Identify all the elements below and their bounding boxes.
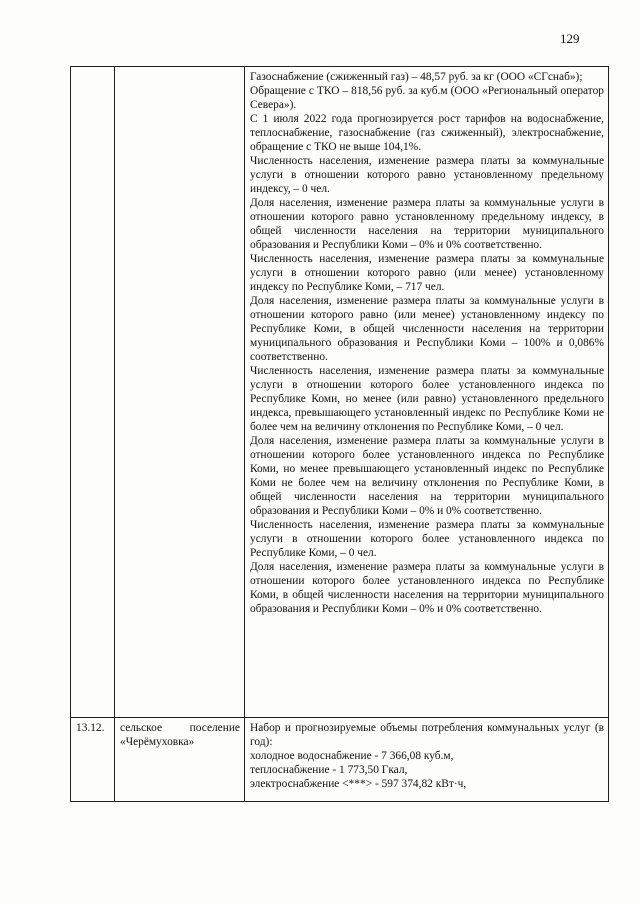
paragraph: Набор и прогнозируемые объемы потребления коммунальных услуг (в год): [250, 722, 604, 748]
paragraph: Численность населения, изменение размера платы за коммунальные услуги в отношении которого равно (или менее) установленному индексу по Республике Коми, – 717 чел. [250, 253, 604, 293]
paragraph: Численность населения, изменение размера платы за коммунальные услуги в отношении которого более установленного индекса по Республике Коми, но менее (или равно) установленного предельного индекса, превышающего установленный индекс по Республике Коми не более чем на величину отклонения по Республике Коми, – 0 чел. [250, 365, 604, 433]
paragraph: Численность населения, изменение размера платы за коммунальные услуги в отношении которого равно установленному предельному индексу, – 0 чел. [250, 155, 604, 195]
paragraph: холодное водоснабжение - 7 366,08 куб.м, [250, 750, 454, 762]
paragraph: теплоснабжение - 1 773,50 Гкал, [250, 764, 408, 776]
row-number-cell [71, 67, 115, 718]
table-row [71, 67, 609, 718]
page-number: 129 [560, 31, 580, 46]
paragraph: Газоснабжение (сжиженный газ) – 48,57 руб. за кг (ООО «СГснаб»); [250, 71, 583, 83]
paragraph: Численность населения, изменение размера платы за коммунальные услуги в отношении которого более установленного индекса по Республике Коми, – 0 чел. [250, 519, 604, 559]
row-number-cell: 13.12. [71, 718, 115, 802]
paragraph: Обращение с ТКО – 818,56 руб. за куб.м (ООО «Региональный оператор Севера»). [250, 85, 604, 111]
paragraph: Доля населения, изменение размера платы за коммунальные услуги в отношении которого равно установленному предельному индексу, в общей численности населения на территории муниципального образования и Республики Коми – 0% и 0% соответственно. [250, 197, 604, 251]
row-name-cell [115, 67, 245, 718]
paragraph: Доля населения, изменение размера платы за коммунальные услуги в отношении которого более установленного индекса по Республике Коми, но менее превышающего установленный индекс по Республике Коми не более чем на величину отклонения по Республике Коми, в общей численности населения на территории муниципального образования и Республики Коми – 0% и 0% соответственно. [250, 435, 604, 517]
paragraph: С 1 июля 2022 года прогнозируется рост тарифов на водоснабжение, теплоснабжение, газоснабжение (газ сжиженный), электроснабжение, обращение с ТКО не выше 104,1%. [250, 113, 604, 153]
paragraph: электроснабжение <***> - 597 374,82 кВт·ч, [250, 778, 467, 790]
row-content-cell [245, 718, 609, 802]
paragraph: Доля населения, изменение размера платы за коммунальные услуги в отношении которого более установленного индекса по Республике Коми, в общей численности населения на территории муниципального образования и Республики Коми – 0% и 0% соответственно. [250, 561, 604, 615]
document-table [70, 66, 609, 802]
row-name-cell: сельское поселение «Черёмуховка» [115, 718, 245, 802]
paragraph: Доля населения, изменение размера платы за коммунальные услуги в отношении которого равно (или менее) установленному индексу по Республике Коми, в общей численности населения на территории муниципального образования и Республики Коми – 100% и 0,086% соответственно. [250, 295, 604, 363]
table-row [71, 718, 609, 802]
row-content-cell [245, 67, 609, 718]
